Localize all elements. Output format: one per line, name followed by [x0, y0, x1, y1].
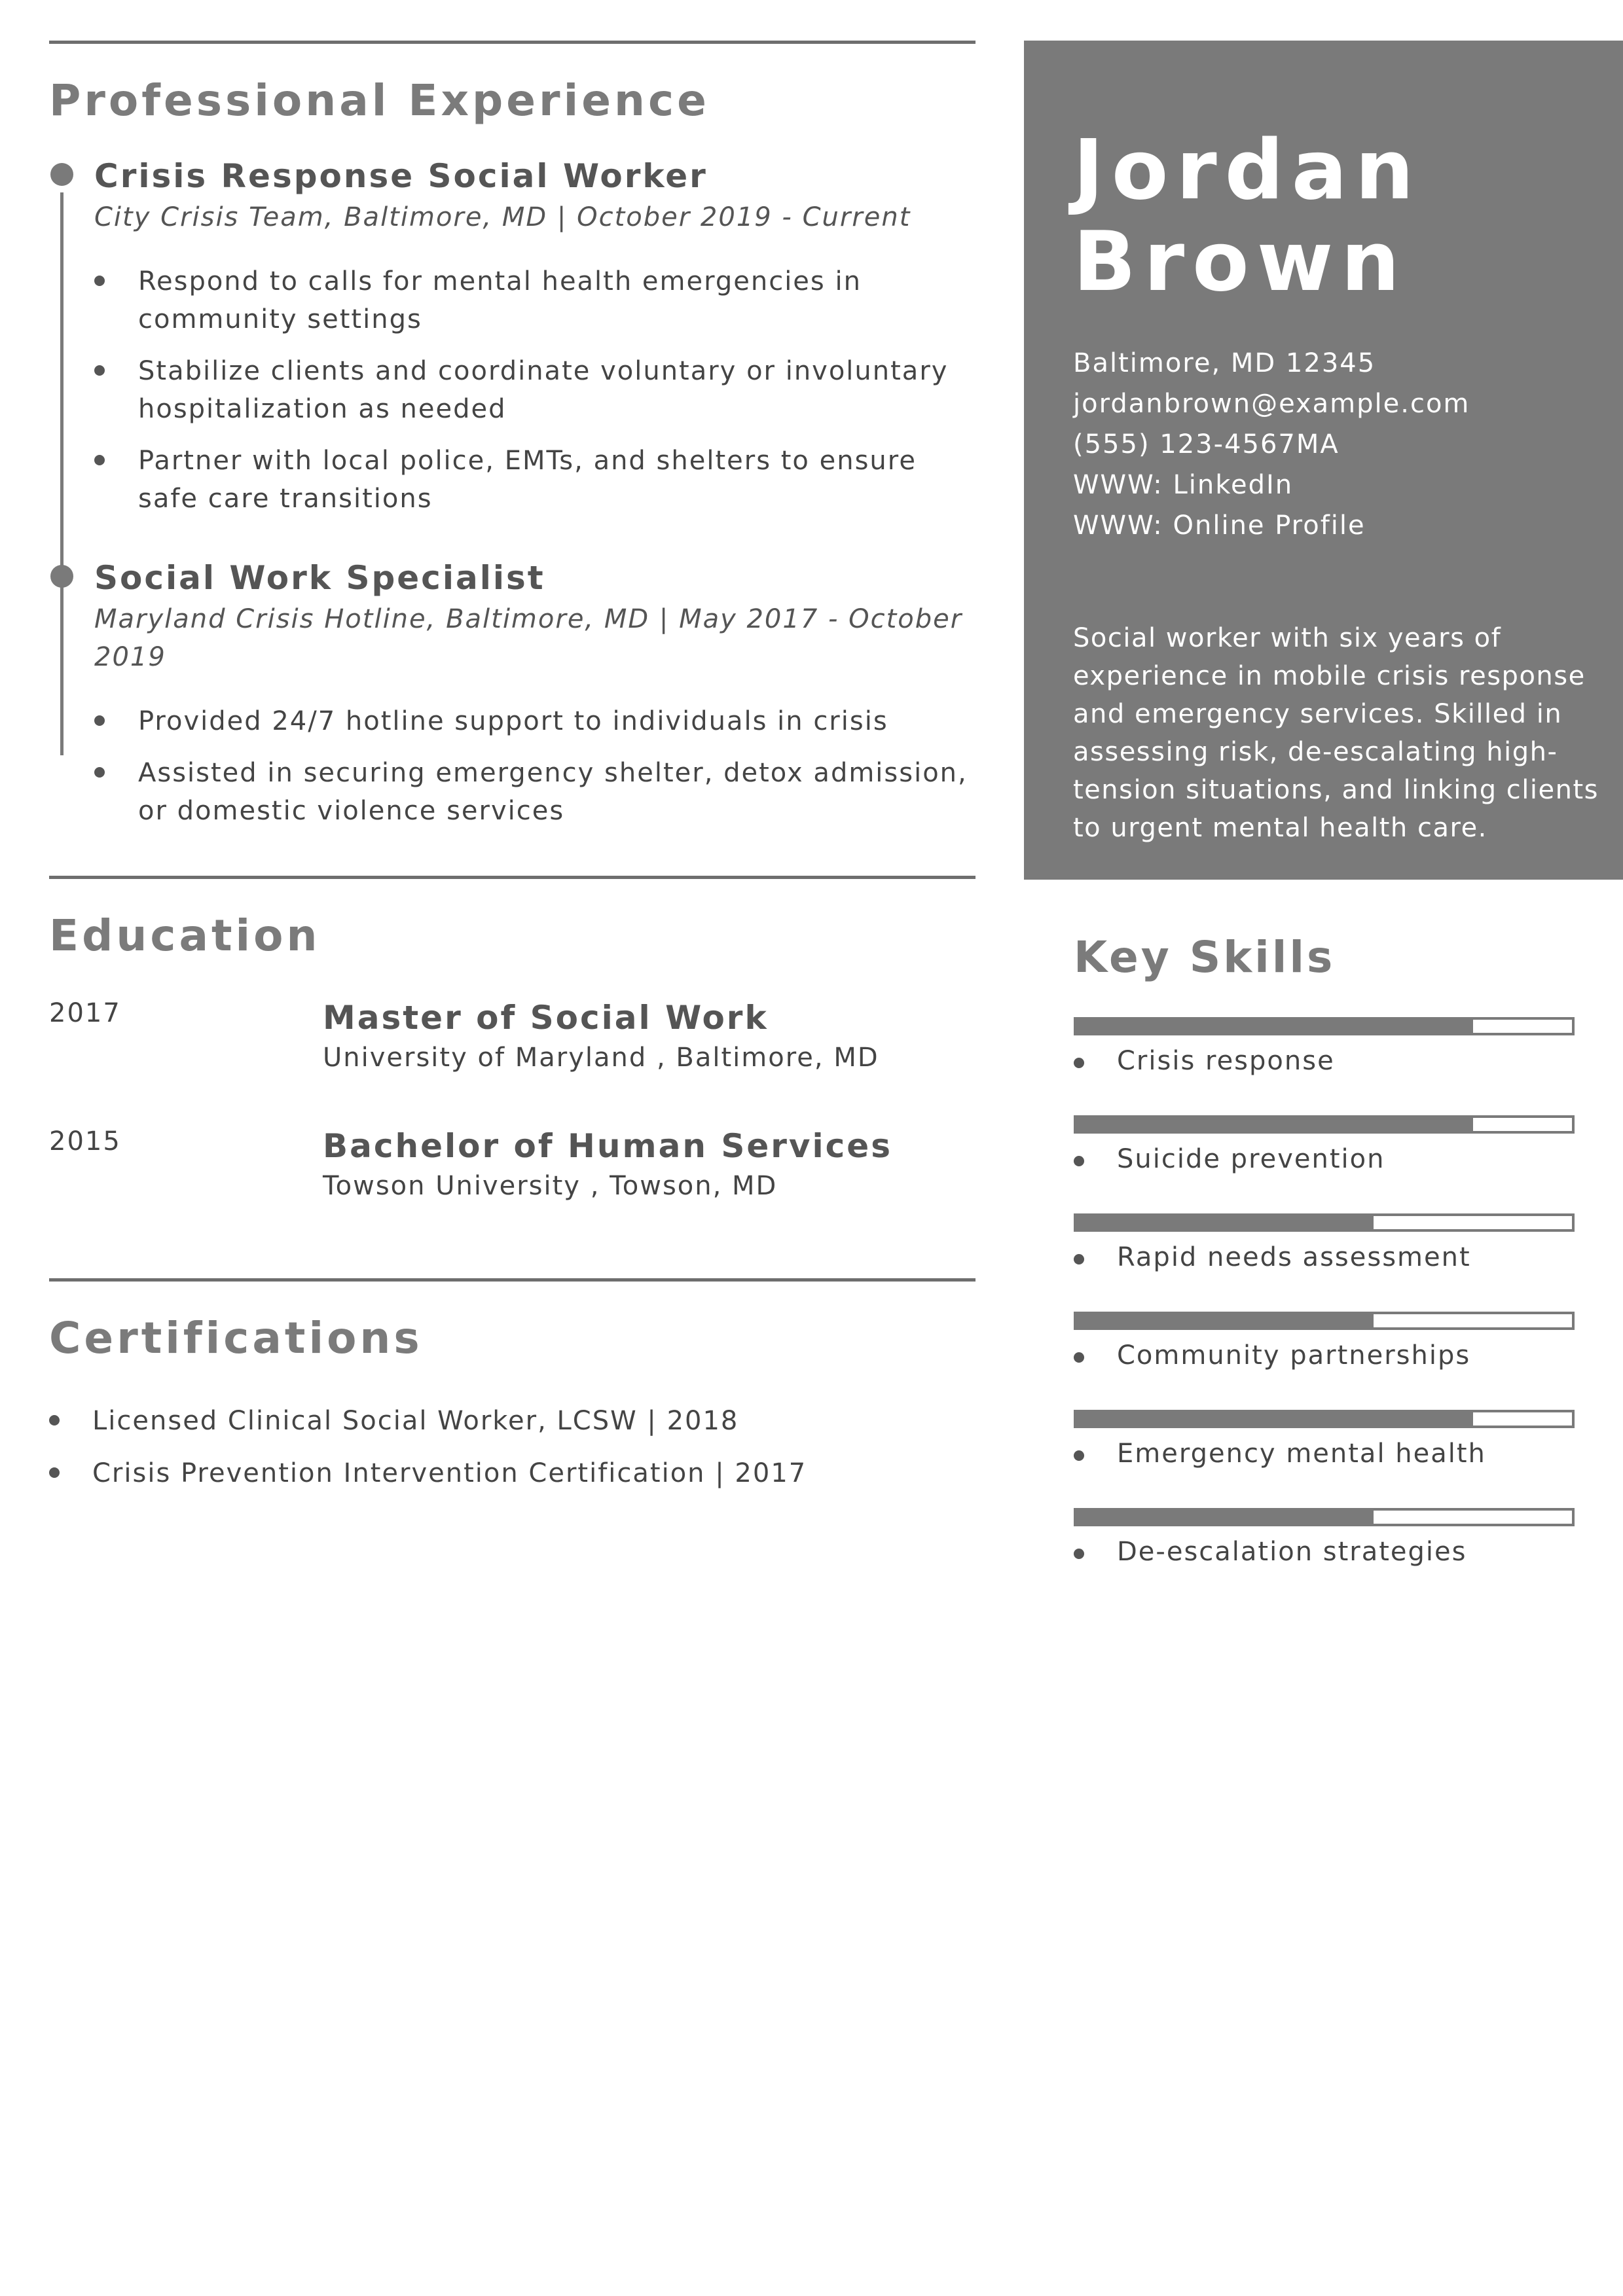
bullet-icon [1074, 1254, 1084, 1265]
job-entry [49, 156, 976, 518]
certifications-heading: Certifications [49, 1313, 423, 1363]
bullet-icon [1074, 1450, 1084, 1461]
list-item [94, 702, 976, 740]
certifications-section [49, 1278, 976, 1492]
skill-level-fill [1076, 1412, 1473, 1426]
bullet-icon [94, 455, 105, 465]
skill-level-bar [1074, 1508, 1575, 1526]
bullet-icon [1074, 1058, 1084, 1068]
list-item [49, 1454, 976, 1492]
job-bullets [94, 702, 976, 830]
education-year: 2015 [49, 1126, 121, 1157]
bullet-icon [94, 276, 105, 286]
first-name: Jordan [1073, 122, 1422, 218]
skill-level-fill [1076, 1020, 1473, 1033]
skill-level-fill [1076, 1216, 1374, 1229]
job-entry [49, 558, 976, 830]
timeline-dot-icon [50, 565, 73, 588]
candidate-name [1073, 124, 1623, 308]
experience-heading: Professional Experience [49, 75, 710, 126]
list-item [94, 754, 976, 830]
bullet-icon [1074, 1156, 1084, 1166]
skill-level-bar [1074, 1017, 1575, 1035]
education-year: 2017 [49, 998, 121, 1028]
skill-label: Crisis response [1117, 1046, 1335, 1076]
job-bullets [94, 262, 976, 518]
certifications-list [49, 1402, 976, 1492]
skill-level-fill [1076, 1314, 1374, 1327]
list-item [49, 1402, 976, 1440]
skill-label: Rapid needs assessment [1117, 1242, 1471, 1272]
bullet-text: Respond to calls for mental health emergencies in community settings [138, 266, 862, 334]
job-title: Social Work Specialist [94, 559, 545, 597]
skill-level-bar [1074, 1115, 1575, 1134]
skill-label: Community partnerships [1117, 1340, 1471, 1371]
skill-level-bar [1074, 1410, 1575, 1428]
job-title: Crisis Response Social Worker [94, 157, 708, 195]
linkedin-link[interactable]: WWW: LinkedIn [1073, 470, 1294, 500]
education-school: University of Maryland , Baltimore, MD [323, 1043, 879, 1073]
skills-heading: Key Skills [1074, 932, 1336, 982]
skill-item [1074, 1410, 1575, 1508]
phone-text: (555) 123-4567MA [1073, 429, 1340, 459]
skill-label: De-escalation strategies [1117, 1537, 1467, 1567]
job-meta: Maryland Crisis Hotline, Baltimore, MD | May 2017 - October 2019 [94, 604, 963, 672]
last-name: Brown [1073, 213, 1408, 310]
bullet-icon [94, 715, 105, 726]
left-column [49, 0, 976, 1507]
certification-text: Licensed Clinical Social Worker, LCSW | 2018 [92, 1406, 739, 1436]
bullet-text: Stabilize clients and coordinate voluntary or involuntary hospitalization as needed [138, 356, 949, 424]
skill-level-fill [1076, 1118, 1473, 1131]
skill-level-bar [1074, 1312, 1575, 1330]
list-item [94, 352, 976, 428]
education-degree: Bachelor of Human Services [323, 1127, 892, 1165]
skill-level-fill [1076, 1511, 1374, 1524]
skills-section [1074, 932, 1575, 1606]
list-item [94, 442, 976, 518]
certification-text: Crisis Prevention Intervention Certification | 2017 [92, 1458, 807, 1488]
skill-item [1074, 1312, 1575, 1410]
bullet-text: Partner with local police, EMTs, and shelters to ensure safe care transitions [138, 446, 917, 514]
experience-timeline [49, 156, 976, 830]
education-entry [49, 1126, 976, 1255]
bullet-icon [1074, 1352, 1084, 1363]
bullet-icon [94, 365, 105, 376]
skill-item [1074, 1508, 1575, 1606]
skill-item [1074, 1115, 1575, 1213]
bullet-icon [94, 767, 105, 778]
list-item [94, 262, 976, 338]
skill-item [1074, 1017, 1575, 1115]
bullet-icon [49, 1467, 60, 1478]
contact-info [1073, 343, 1623, 546]
education-section [49, 876, 976, 1255]
education-heading: Education [49, 910, 321, 961]
education-entry [49, 998, 976, 1126]
education-list [49, 998, 976, 1255]
header-panel [1024, 41, 1623, 880]
skill-level-bar [1074, 1213, 1575, 1232]
education-degree: Master of Social Work [323, 999, 769, 1037]
skill-label: Suicide prevention [1117, 1144, 1385, 1174]
address-text: Baltimore, MD 12345 [1073, 348, 1376, 378]
bullet-icon [49, 1415, 60, 1426]
bullet-text: Provided 24/7 hotline support to individuals in crisis [138, 706, 888, 736]
online-profile-link[interactable]: WWW: Online Profile [1073, 511, 1366, 541]
bullet-icon [1074, 1549, 1084, 1559]
timeline-dot-icon [50, 163, 73, 186]
education-school: Towson University , Towson, MD [323, 1171, 778, 1201]
experience-section [49, 41, 976, 830]
summary-text: Social worker with six years of experience in mobile crisis response and emergency services. Skilled in assessing risk, de-escalating high-tension situations, and linking clients to urgent mental health care. [1073, 623, 1599, 843]
skills-list [1074, 1017, 1575, 1606]
skill-label: Emergency mental health [1117, 1439, 1486, 1469]
email-link[interactable]: jordanbrown@example.com [1073, 389, 1470, 419]
job-meta: City Crisis Team, Baltimore, MD | October 2019 - Current [94, 202, 911, 232]
skill-item [1074, 1213, 1575, 1312]
bullet-text: Assisted in securing emergency shelter, detox admission, or domestic violence services [138, 758, 968, 826]
